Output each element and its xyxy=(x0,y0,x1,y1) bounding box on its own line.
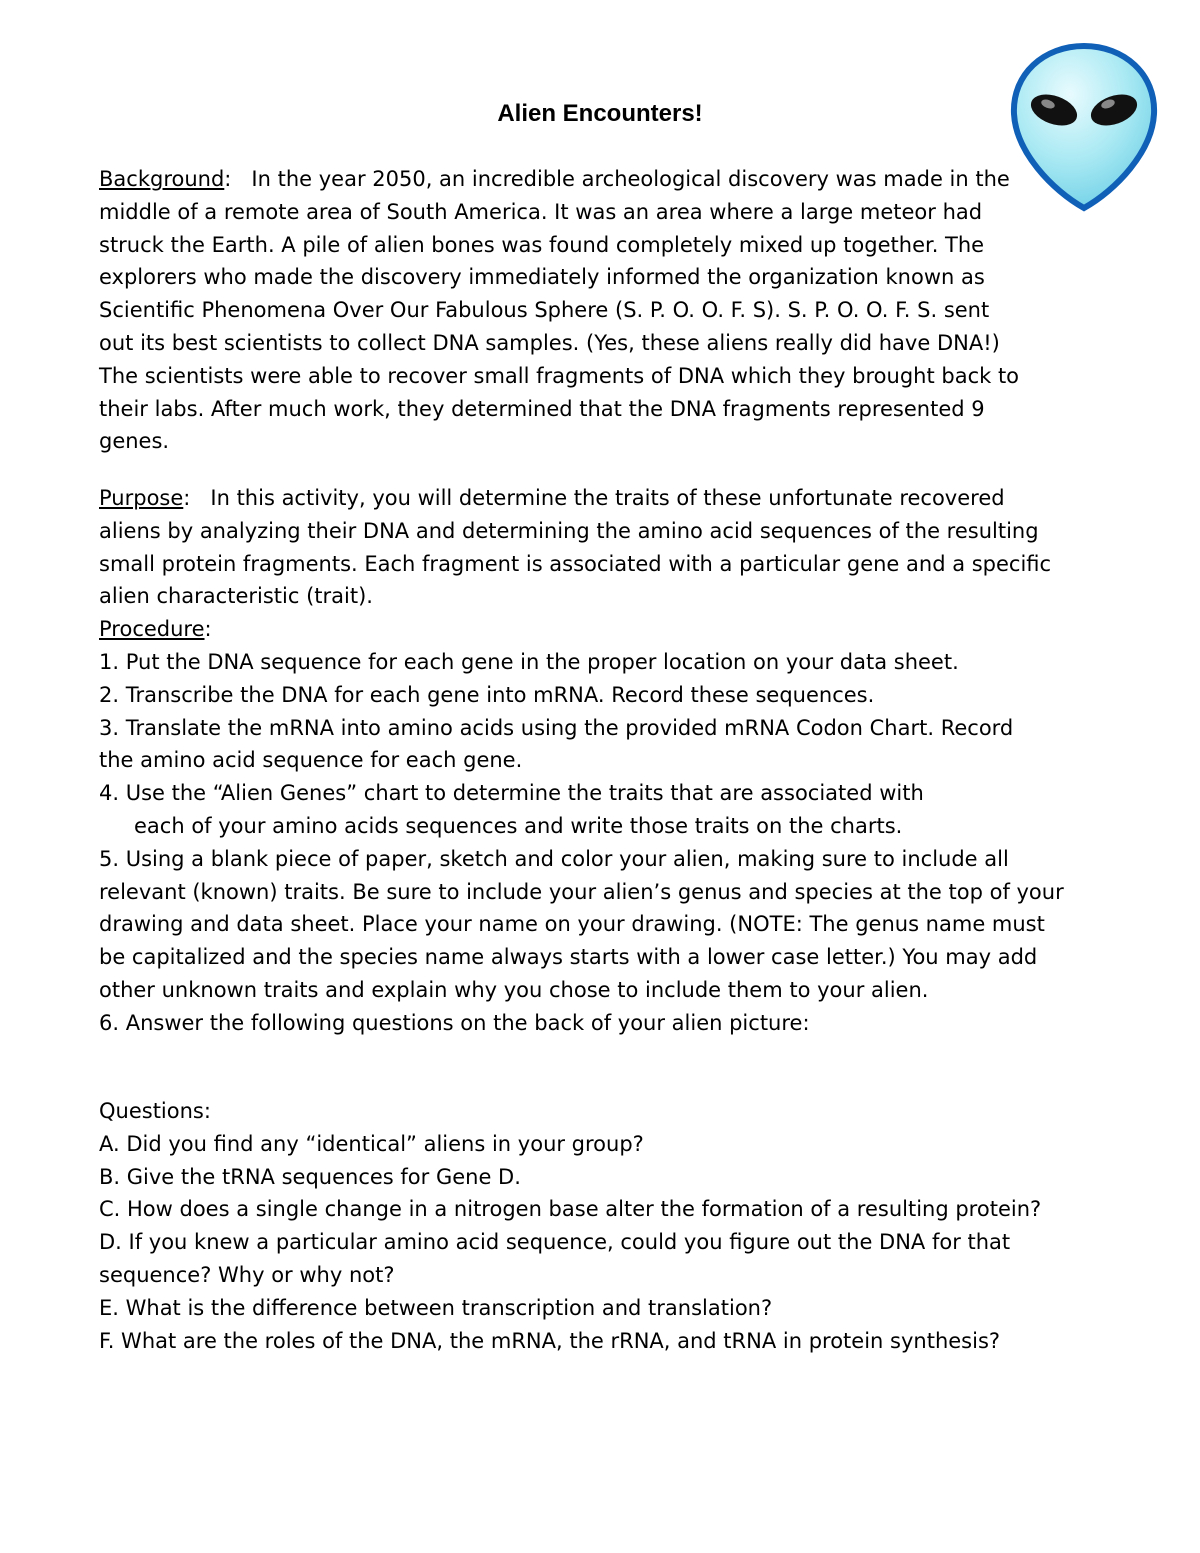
text-line: Background: In the year 2050, an incredible archeological discovery was made in the xyxy=(99,167,1010,191)
text-line: small protein fragments. Each fragment is associated with a particular gene and a specific xyxy=(99,551,1052,576)
question-item: F. What are the roles of the DNA, the mRNA, the rRNA, and tRNA in protein synthesis? xyxy=(99,1328,1001,1353)
procedure-step: be capitalized and the species name always starts with a lower case letter.) You may add xyxy=(99,945,1038,970)
procedure-step: 5. Using a blank piece of paper, sketch and color your alien, making sure to include all xyxy=(99,846,1009,871)
question-item: sequence? Why or why not? xyxy=(99,1262,395,1287)
procedure-step: drawing and data sheet. Place your name on your drawing. (NOTE: The genus name must xyxy=(99,912,1045,937)
purpose-heading: Purpose xyxy=(99,486,184,510)
procedure-step: 6. Answer the following questions on the back of your alien picture: xyxy=(99,1010,810,1035)
text-line: Scientific Phenomena Over Our Fabulous Sphere (S. P. O. O. F. S). S. P. O. O. F. S. sent xyxy=(99,298,990,323)
text-line: Purpose: In this activity, you will determine the traits of these unfortunate recovered xyxy=(99,486,1005,510)
procedure-step: each of your amino acids sequences and write those traits on the charts. xyxy=(134,813,903,838)
question-item: E. What is the difference between transcription and translation? xyxy=(99,1295,773,1320)
text-line: struck the Earth. A pile of alien bones was found completely mixed up together. The xyxy=(99,232,985,257)
text-line: out its best scientists to collect DNA samples. (Yes, these aliens really did have DNA!) xyxy=(99,330,1000,355)
text-line: alien characteristic (trait). xyxy=(99,584,373,609)
page-title: Alien Encounters! xyxy=(497,100,703,127)
procedure-heading: Procedure xyxy=(99,617,205,642)
question-item: D. If you knew a particular amino acid sequence, could you figure out the DNA for that xyxy=(99,1230,1011,1255)
procedure-step: 3. Translate the mRNA into amino acids using the provided mRNA Codon Chart. Record xyxy=(99,715,1014,740)
text-line: their labs. After much work, they determined that the DNA fragments represented 9 xyxy=(99,396,985,421)
procedure-step: relevant (known) traits. Be sure to include your alien’s genus and species at the top of your xyxy=(99,879,1064,904)
procedure-step: 4. Use the “Alien Genes” chart to determine the traits that are associated with xyxy=(99,781,924,806)
text-line: The scientists were able to recover small fragments of DNA which they brought back to xyxy=(99,363,1020,388)
text-line: Procedure: xyxy=(99,617,212,642)
text-line: middle of a remote area of South America. It was an area where a large meteor had xyxy=(99,199,983,224)
question-item: A. Did you find any “identical” aliens in your group? xyxy=(99,1131,644,1156)
questions-heading: Questions: xyxy=(99,1099,211,1123)
procedure-step: 1. Put the DNA sequence for each gene in the proper location on your data sheet. xyxy=(99,649,959,674)
question-item: C. How does a single change in a nitrogen base alter the formation of a resulting protein? xyxy=(99,1197,1042,1222)
background-section xyxy=(99,163,1109,458)
purpose-procedure-section xyxy=(99,482,1109,1040)
background-heading: Background xyxy=(99,167,225,191)
questions-section xyxy=(99,1095,1109,1357)
procedure-step: other unknown traits and explain why you chose to include them to your alien. xyxy=(99,977,929,1002)
procedure-step: 2. Transcribe the DNA for each gene into mRNA. Record these sequences. xyxy=(99,682,875,707)
question-item: B. Give the tRNA sequences for Gene D. xyxy=(99,1164,521,1189)
text-line: genes. xyxy=(99,429,170,454)
procedure-step: the amino acid sequence for each gene. xyxy=(99,748,523,773)
text-line: explorers who made the discovery immediately informed the organization known as xyxy=(99,265,985,290)
text-line: aliens by analyzing their DNA and determining the amino acid sequences of the resulting xyxy=(99,518,1039,543)
